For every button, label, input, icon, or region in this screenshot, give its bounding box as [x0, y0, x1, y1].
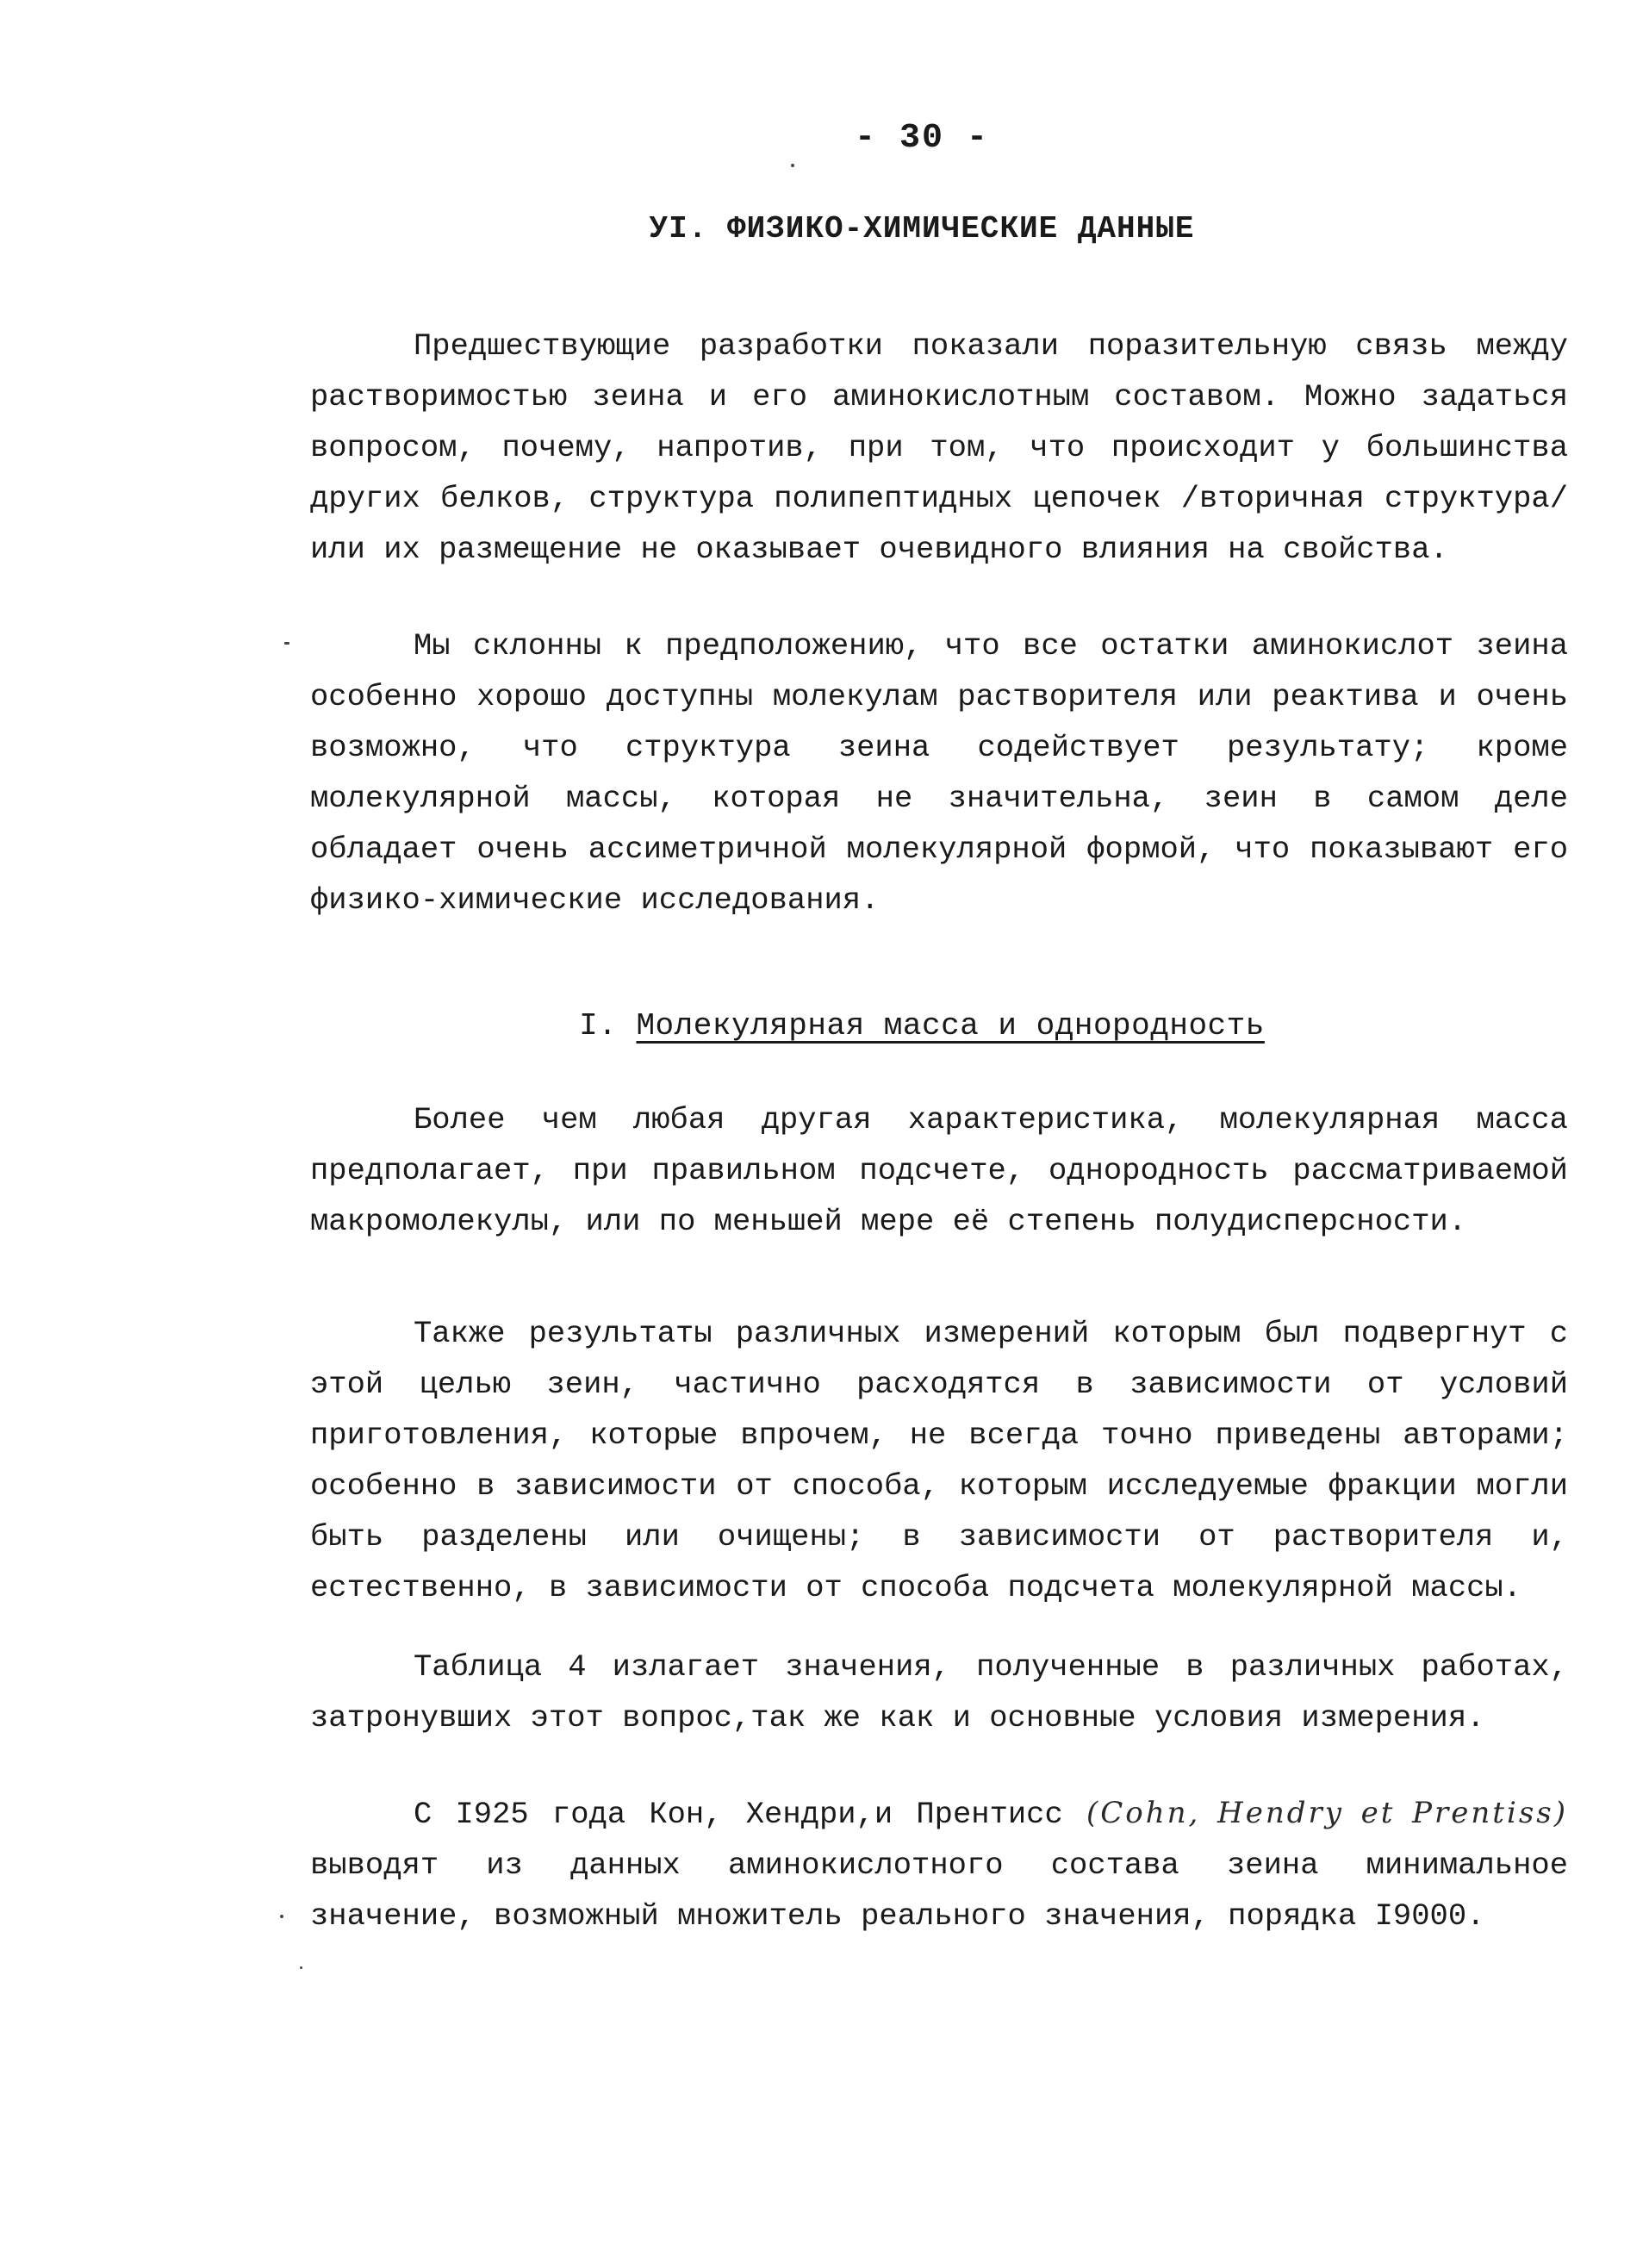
- paragraph-1: Предшествующие разработки показали поразительную связь между растворимостью зеина и его аминокислотным составом. Можно задаться вопросом, почему, напротив, при том, что происходит у большинства других белков, структура полипептидных цепочек /вторичная структура/ или их размещение не оказывает очевидного влияния на свойства.: [310, 328, 1568, 567]
- paragraph-2: Мы склонны к предположению, что все остатки аминокислот зеина особенно хорошо доступны молекулам растворителя или реактива и очень возможно, что структура зеина содействует результату; кроме молекулярной массы, которая не значительна, зеин в самом деле обладает очень ассиметричной молекулярной формой, что показывают его физико-химические исследования.: [310, 628, 1568, 918]
- scan-speck: [280, 1915, 283, 1918]
- section-number: I.: [579, 1008, 618, 1044]
- paragraph-4: Также результаты различных измерений которым был подвергнут с этой целью зеин, частично расходятся в зависимости от условий приготовления, которые впрочем, не всегда точно приведены авторами; особенно в зависимости от способа, которым исследуемые фракции могли быть разделены или очищены; в зависимости от растворителя и, естественно, в зависимости от способа подсчета молекулярной массы.: [310, 1316, 1568, 1605]
- paragraph-5: Таблица 4 излагает значения, полученные в различных работах, затронувших этот вопрос,так же как и основные условия измерения.: [310, 1649, 1568, 1735]
- chapter-heading: УI. ФИЗИКО-ХИМИЧЕСКИЕ ДАННЫЕ: [649, 211, 1195, 246]
- scan-speck: [284, 642, 289, 645]
- scan-speck: [791, 164, 794, 167]
- scan-speck: [300, 1966, 302, 1969]
- paragraph-6-start: С I925 года Кон, Хендри,и Прентисс: [414, 1797, 1063, 1832]
- page-number: - 30 -: [854, 119, 990, 158]
- section-title: Молекулярная масса и однородность: [636, 1008, 1265, 1044]
- paragraph-3: Более чем любая другая характеристика, молекулярная масса предполагает, при правильном подсчете, однородность рассматриваемой макромолекулы, или по меньшей мере её степень полудисперсности.: [310, 1102, 1568, 1239]
- handwritten-annotation: (Cohn, Hendry et Prentiss): [1086, 1796, 1568, 1830]
- paragraph-6-end: выводят из данных аминокислотного состава зеина минимальное значение, возможный множитель реального значения, порядка I9000.: [310, 1847, 1568, 1934]
- section-heading: [0, 1008, 1649, 1044]
- paragraph-6: [310, 1788, 1568, 1941]
